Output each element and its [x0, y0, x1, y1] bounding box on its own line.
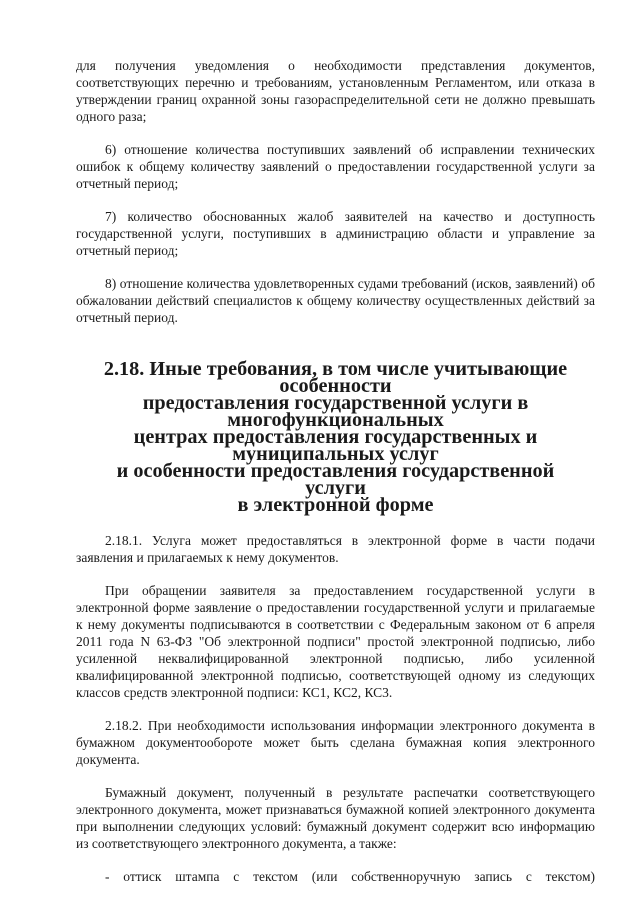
paragraph-item-6: 6) отношение количества поступивших заявлений об исправлении технических ошибок к общему количеству заявлений о предоставлении государственной услуги за отчетный период;: [76, 142, 595, 191]
paragraph-2-18-1: 2.18.1. Услуга может предоставляться в электронной форме в части подачи заявления и прилагаемых к нему документов.: [76, 533, 595, 565]
section-heading-line: в электронной форме: [237, 494, 434, 516]
section-heading-line: центрах предоставления государственных и муниципальных услуг: [133, 426, 538, 465]
paragraph-item-7: 7) количество обоснованных жалоб заявителей на качество и доступность государственной услуги, поступивших в администрацию области и управление за отчетный период;: [76, 209, 595, 258]
document-body: [76, 57, 595, 901]
paragraph-electronic-signature: При обращении заявителя за предоставлением государственной услуги в электронной форме заявление о предоставлении государственной услуги и прилагаемые к нему документы подписываются в соответствии с Федеральным законом от 6 апреля 2011 года N 63-ФЗ "Об электронной подписи" простой электронной подписью, либо усиленной неквалифицированной электронной подписью, либо усиленной квалифицированной электронной подписью, соответствующей одному из следующих классов средств электронной подписи: КС1, КС2, КС3.: [76, 583, 595, 700]
section-heading-line: и особенности предоставления государственной услуги: [116, 460, 555, 499]
section-heading-2-18: [76, 358, 595, 516]
paragraph-notification-limit: для получения уведомления о необходимости представления документов, соответствующих перечню и требованиям, установленным Регламентом, или отказа в утверждении границ охранной зоны газораспределительной сети не должно превышать одного раза;: [76, 58, 595, 124]
paragraph-paper-copy-conditions: Бумажный документ, полученный в результате распечатки соответствующего электронного документа, может признаваться бумажной копией электронного документа при выполнении следующих условий: бумажный документ содержит всю информацию из соответствующего электронного документа, а также:: [76, 785, 595, 851]
section-heading-line: 2.18. Иные требования, в том числе учитывающие особенности: [103, 358, 568, 397]
paragraph-2-18-2: 2.18.2. При необходимости использования информации электронного документа в бумажном документообороте может быть сделана бумажная копия электронного документа.: [76, 718, 595, 767]
paragraph-stamp-imprint: - оттиск штампа с текстом (или собственноручную запись с текстом): [105, 869, 595, 884]
paragraph-item-8: 8) отношение количества удовлетворенных судами требований (исков, заявлений) об обжаловании действий специалистов к общему количеству осуществленных действий за отчетный период.: [76, 276, 595, 325]
section-heading-line: предоставления государственной услуги в многофункциональных: [142, 392, 529, 431]
